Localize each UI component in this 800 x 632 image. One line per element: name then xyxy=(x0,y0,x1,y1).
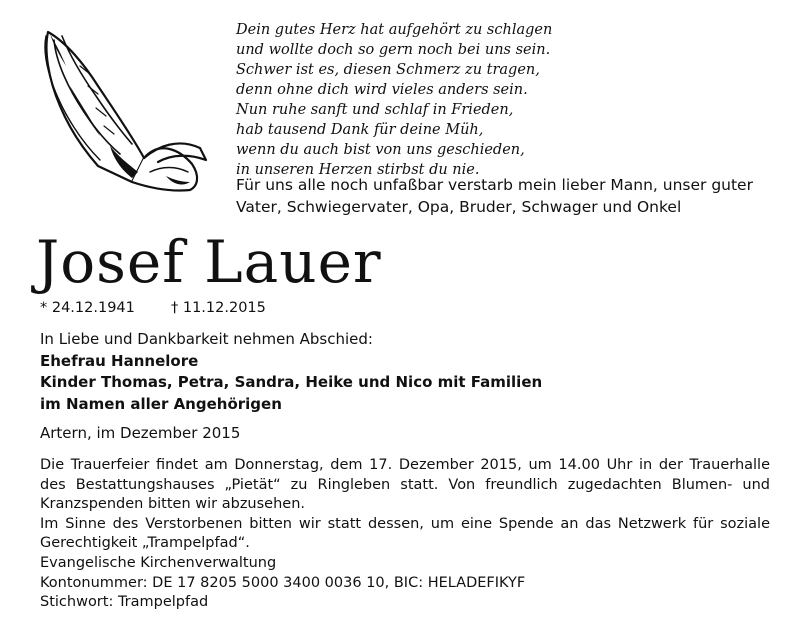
birth-date: * 24.12.1941 xyxy=(40,300,135,316)
intro-text: Für uns alle noch unfaßbar verstarb mein lieber Mann, unser guter Vater, Schwiegervater, Opa, Bruder, Schwager und Onkel xyxy=(236,176,753,216)
poem xyxy=(236,20,776,180)
poem-line: denn ohne dich wird vieles anders sein. xyxy=(236,82,528,98)
place-date: Artern, im Dezember 2015 xyxy=(40,424,241,442)
poem-line: in unseren Herzen stirbst du nie. xyxy=(236,162,480,178)
organization-name: Evangelische Kirchenverwaltung xyxy=(40,554,277,571)
funeral-text-line: des Bestattungshauses „Pietät“ zu Ringleben statt. Von freundlich zugedachten Blumen- und xyxy=(40,476,770,493)
funeral-text-line: Kranzspenden bitten wir abzusehen. xyxy=(40,496,306,513)
bank-account: Kontonummer: DE 17 8205 5000 3400 0036 10, BIC: HELADEFIKYF xyxy=(40,574,526,591)
poem-line: Dein gutes Herz hat aufgehört zu schlagen xyxy=(236,22,553,38)
funeral-text-line: Die Trauerfeier findet am Donnerstag, dem 17. Dezember 2015, um 14.00 Uhr in der Trauerhalle xyxy=(40,457,770,473)
mourner-line: im Namen aller Angehörigen xyxy=(40,394,282,413)
poem-line: und wollte doch so gern noch bei uns sein. xyxy=(236,42,551,58)
donation-keyword: Stichwort: Trampelpfad xyxy=(40,594,209,611)
death-date: † 11.12.2015 xyxy=(171,300,266,316)
poem-line: hab tausend Dank für deine Müh, xyxy=(236,122,484,138)
mourner-line: Kinder Thomas, Petra, Sandra, Heike und Nico mit Familien xyxy=(40,373,543,391)
farewell-lead: In Liebe und Dankbarkeit nehmen Abschied: xyxy=(40,330,373,348)
life-dates xyxy=(40,300,266,316)
poem-line: wenn du auch bist von uns geschieden, xyxy=(236,142,525,158)
deceased-name: Josef Lauer xyxy=(36,228,382,296)
mourners-block xyxy=(40,329,780,415)
praying-hands-icon xyxy=(40,26,208,196)
mourner-line: Ehefrau Hannelore xyxy=(40,351,199,370)
donation-text-line: Im Sinne des Verstorbenen bitten wir statt dessen, um eine Spende an das Netzwerk für soziale xyxy=(40,515,770,532)
donation-text-line: Gerechtigkeit „Trampelpfad“. xyxy=(40,535,250,552)
poem-line: Schwer ist es, diesen Schmerz zu tragen, xyxy=(236,62,540,78)
poem-line: Nun ruhe sanft und schlaf in Frieden, xyxy=(236,102,514,118)
funeral-details xyxy=(40,456,770,613)
